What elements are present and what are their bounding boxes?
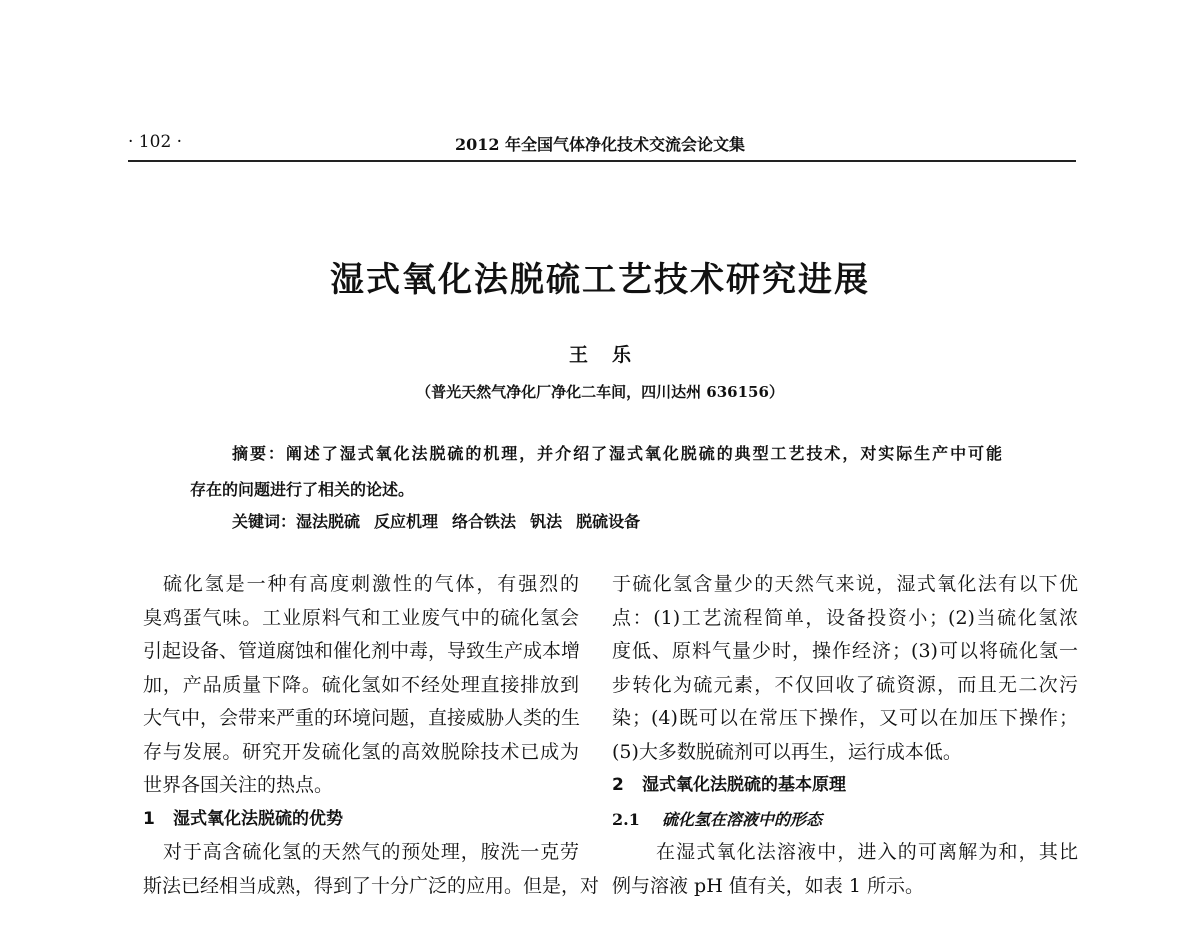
subsection-title: 硫化氢在溶液中的形态: [662, 809, 823, 829]
running-head: 2012 年全国气体净化技术交流会论文集: [454, 135, 746, 154]
body-line: 斯法已经相当成熟，得到了十分广泛的应用。但是，对: [143, 874, 600, 897]
body-line: 度低、原料气量少时，操作经济；(3)可以将硫化氢一: [612, 640, 1078, 662]
keyword: 反应机理: [374, 512, 439, 531]
subsection-number: 2.1: [612, 809, 640, 829]
body-line: (5)大多数脱硫剂可以再生，运行成本低。: [612, 740, 962, 763]
section-title: 湿式氧化法脱硫的优势: [173, 808, 343, 829]
keyword: 湿法脱硫: [296, 512, 361, 531]
section-heading-2: [612, 769, 1078, 803]
body-line: 硫化氢是一种有高度刺激性的气体，有强烈的: [163, 573, 579, 595]
left-column: [143, 568, 600, 903]
keyword: 脱硫设备: [576, 512, 641, 531]
body-line: 染；(4)既可以在常压下操作，又可以在加压下操作；: [612, 707, 1078, 729]
abstract-line-1: 摘要：阐述了湿式氧化法脱硫的机理，并介绍了湿式氧化脱硫的典型工艺技术，对实际生产中可能: [232, 444, 1002, 463]
body-line: 例与溶液 pH 值有关，如表 1 所示。: [612, 874, 924, 897]
affiliation: （普光天然气净化厂净化二车间，四川达州 636156）: [416, 383, 784, 401]
paper-title: 湿式氧化法脱硫工艺技术研究进展: [330, 260, 870, 300]
body-line: 加，产品质量下降。硫化氢如不经处理直接排放到: [143, 673, 579, 696]
abstract-line-2: 存在的问题进行了相关的论述。: [190, 480, 415, 499]
body-line: 臭鸡蛋气味。工业原料气和工业废气中的硫化氢会: [143, 606, 579, 629]
keywords-label: 关键词：: [232, 512, 297, 531]
body-line: 大气中，会带来严重的环境问题，直接威胁人类的生: [143, 707, 581, 729]
keywords: [232, 509, 654, 532]
section-heading-1: [143, 803, 579, 837]
body-line: 对于高含硫化氢的天然气的预处理，胺洗一克劳: [163, 841, 579, 863]
author: 王乐: [568, 344, 655, 366]
body-line: 引起设备、管道腐蚀和催化剂中毒，导致生产成本增: [143, 640, 581, 662]
keyword: 络合铁法: [452, 512, 517, 531]
header-rule: [128, 160, 1076, 162]
body-line: 世界各国关注的热点。: [143, 774, 334, 796]
page-number: · 102 ·: [128, 132, 183, 152]
section-number: 2: [612, 775, 624, 795]
right-column: [612, 568, 1078, 903]
keyword: 钒法: [530, 512, 563, 531]
body-line: 于硫化氢含量少的天然气来说，湿式氧化法有以下优: [612, 573, 1078, 595]
body-line: 存与发展。研究开发硫化氢的高效脱除技术已成为: [143, 740, 579, 763]
body-line: 在湿式氧化法溶液中，进入的可离解为和，其比: [656, 841, 1078, 863]
body-line: 步转化为硫元素，不仅回收了硫资源，而且无二次污: [612, 673, 1078, 696]
section-number: 1: [143, 808, 155, 829]
section-title: 湿式氧化法脱硫的基本原理: [642, 775, 846, 795]
subsection-heading-2-1: [612, 803, 1078, 837]
body-line: 点：(1)工艺流程简单，设备投资小；(2)当硫化氢浓: [612, 606, 1078, 629]
